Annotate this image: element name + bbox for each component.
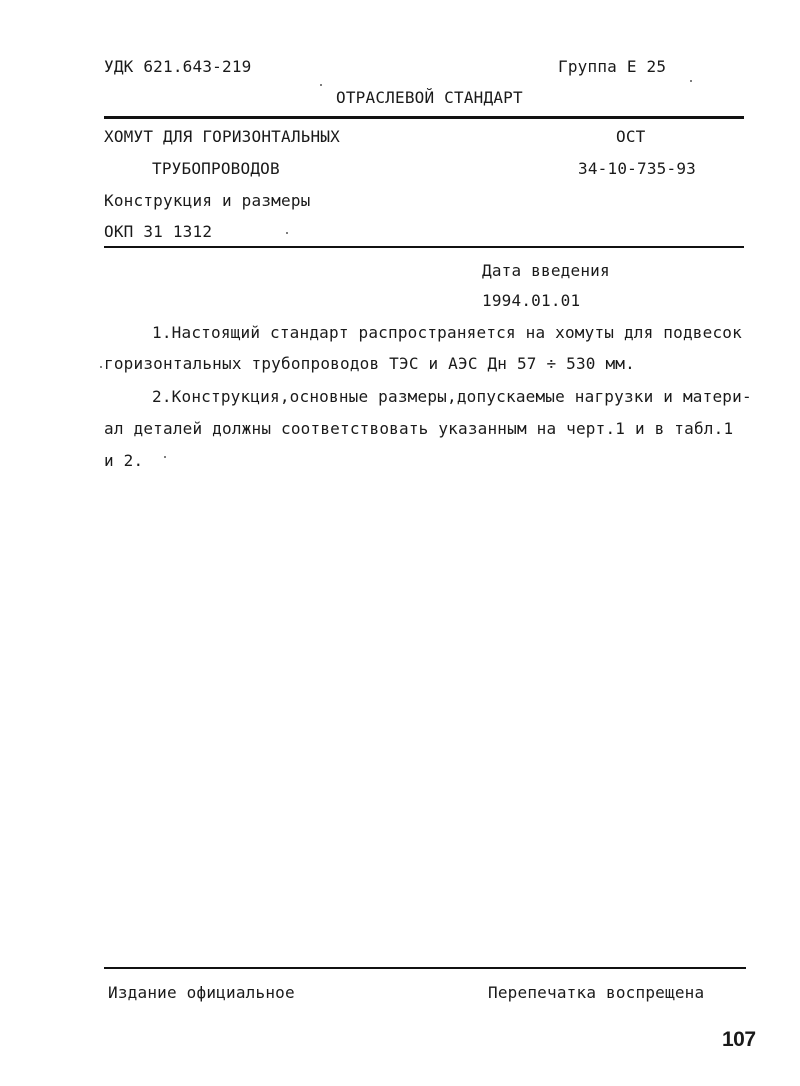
intro-date-value: 1994.01.01 bbox=[482, 291, 581, 310]
scan-speck bbox=[690, 80, 692, 82]
paragraph-2-line3: и 2. bbox=[104, 451, 144, 470]
scan-speck bbox=[286, 232, 288, 234]
ost-label: ОСТ bbox=[616, 127, 646, 146]
intro-date-label: Дата введения bbox=[482, 261, 610, 280]
document-subtitle: Конструкция и размеры bbox=[104, 191, 311, 210]
scan-speck bbox=[164, 456, 166, 458]
document-title-line2: ТРУБОПРОВОДОВ bbox=[152, 159, 280, 178]
top-rule bbox=[104, 116, 744, 119]
group-code: Группа Е 25 bbox=[558, 57, 667, 76]
scan-speck bbox=[100, 366, 102, 368]
reprint-note: Перепечатка воспрещена bbox=[488, 983, 705, 1002]
paragraph-1-line2: горизонтальных трубопроводов ТЭС и АЭС Дн 57 ÷ 530 мм. bbox=[104, 354, 635, 373]
paragraph-2-line2: ал деталей должны соответствовать указанным на черт.1 и в табл.1 bbox=[104, 419, 734, 438]
ost-number: 34-10-735-93 bbox=[578, 159, 696, 178]
edition-note: Издание официальное bbox=[108, 983, 295, 1002]
scan-speck bbox=[320, 84, 322, 86]
paragraph-2-line1: 2.Конструкция,основные размеры,допускаемые нагрузки и матери- bbox=[152, 387, 752, 406]
udk-code: УДК 621.643-219 bbox=[104, 57, 252, 76]
standard-type-heading: ОТРАСЛЕВОЙ СТАНДАРТ bbox=[336, 88, 523, 107]
footer-rule bbox=[104, 967, 746, 969]
okp-code: ОКП 31 1312 bbox=[104, 222, 213, 241]
paragraph-1-line1: 1.Настоящий стандарт распространяется на хомуты для подвесок bbox=[152, 323, 742, 342]
page-number: 107 bbox=[722, 1028, 756, 1051]
title-bottom-rule bbox=[104, 246, 744, 248]
document-title-line1: ХОМУТ ДЛЯ ГОРИЗОНТАЛЬНЫХ bbox=[104, 127, 340, 146]
